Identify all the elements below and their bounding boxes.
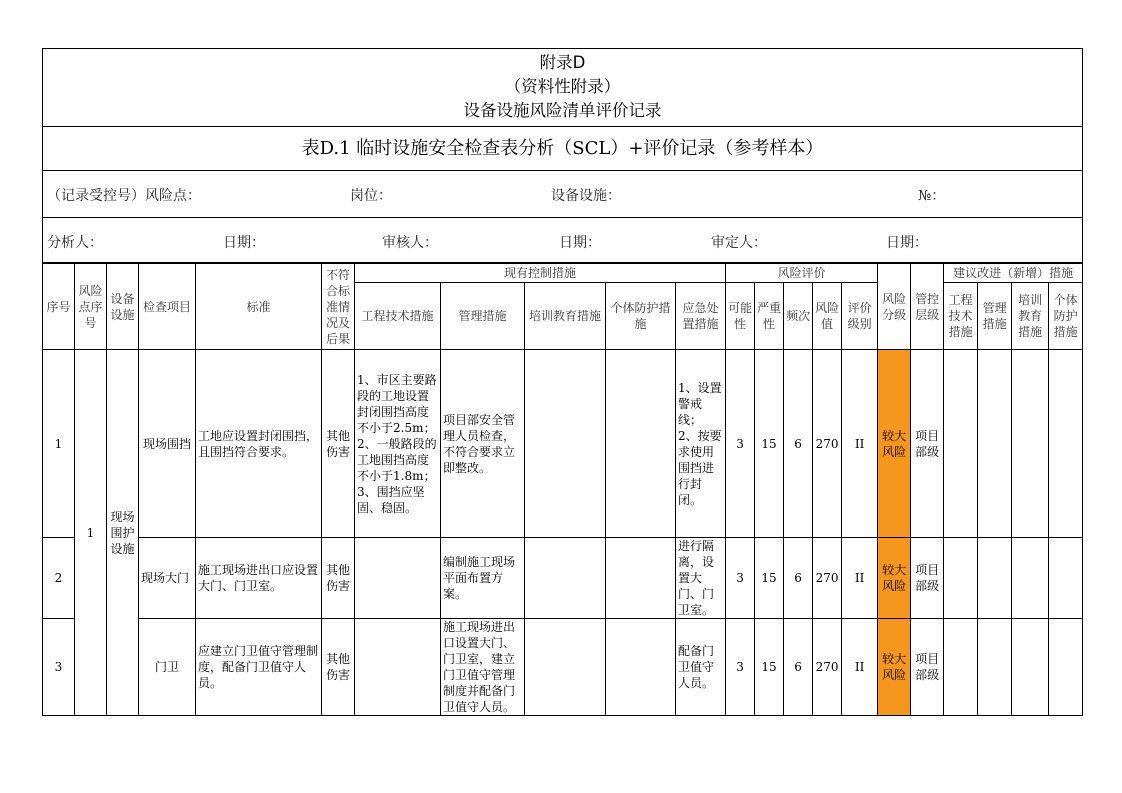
likelihood-cell: 3 xyxy=(726,350,755,538)
header-emergency: 应急处置措施 xyxy=(676,283,726,350)
management-cell: 项目部安全管理人员检查，不符合要求立即整改。 xyxy=(441,350,525,538)
approver-label: 审定人： xyxy=(711,235,767,251)
nonconform-cell: 其他伤害 xyxy=(322,538,355,619)
header-likelihood: 可能性 xyxy=(726,283,755,350)
severity-cell: 15 xyxy=(755,538,784,619)
record-sheet xyxy=(42,48,1083,716)
title-block xyxy=(43,49,1082,127)
header-engineering: 工程技术措施 xyxy=(355,283,441,350)
frequency-cell: 6 xyxy=(784,350,813,538)
header-row-1 xyxy=(43,264,1083,283)
control-level-cell: 项目部级 xyxy=(911,538,944,619)
emergency-cell: 配备门卫值守人员。 xyxy=(676,619,726,716)
risk-value-cell: 270 xyxy=(813,350,842,538)
s-ppe-cell xyxy=(1049,350,1083,538)
header-suggest: 建议改进（新增）措施 xyxy=(944,264,1083,283)
header-control-level: 管控层级 xyxy=(911,264,944,350)
header-risk-grade: 风险分级 xyxy=(878,264,911,350)
header-risk-eval: 风险评价 xyxy=(726,264,878,283)
check-item-cell: 门卫 xyxy=(139,619,196,716)
approver-date-label: 日期： xyxy=(886,235,928,251)
header-equipment: 设备设施 xyxy=(107,264,139,350)
likelihood-cell: 3 xyxy=(726,619,755,716)
management-cell: 编制施工现场平面布置方案。 xyxy=(441,538,525,619)
management-cell: 施工现场进出口设置大门、门卫室，建立门卫值守管理制度并配备门卫值守人员。 xyxy=(441,619,525,716)
ppe-cell xyxy=(606,538,676,619)
appendix-title: 附录D xyxy=(539,53,586,72)
equipment-label: 设备设施： xyxy=(551,188,621,204)
header-existing-controls: 现有控制措施 xyxy=(355,264,726,283)
s-ppe-cell xyxy=(1049,538,1083,619)
control-level-cell: 项目部级 xyxy=(911,350,944,538)
analyst-date-label: 日期： xyxy=(223,235,265,251)
nonconform-cell: 其他伤害 xyxy=(322,350,355,538)
header-seq: 序号 xyxy=(43,264,75,350)
risk-grade-cell: 较大风险 xyxy=(878,538,911,619)
s-management-cell xyxy=(978,350,1012,538)
header-s-management: 管理措施 xyxy=(978,283,1012,350)
sheet-header xyxy=(42,48,1083,263)
header-ppe: 个体防护措施 xyxy=(606,283,676,350)
position-label: 岗位： xyxy=(350,188,392,204)
risk-table xyxy=(42,263,1083,716)
s-management-cell xyxy=(978,619,1012,716)
frequency-cell: 6 xyxy=(784,538,813,619)
risk-value-cell: 270 xyxy=(813,538,842,619)
table-row xyxy=(43,619,1083,716)
s-training-cell xyxy=(1012,619,1049,716)
training-cell xyxy=(525,350,606,538)
severity-cell: 15 xyxy=(755,350,784,538)
header-eval-level: 评价级别 xyxy=(842,283,878,350)
standard-cell: 施工现场进出口应设置大门、门卫室。 xyxy=(196,538,322,619)
nonconform-cell: 其他伤害 xyxy=(322,619,355,716)
table-row xyxy=(43,350,1083,538)
header-s-ppe: 个体防护措施 xyxy=(1049,283,1083,350)
row-seq: 1 xyxy=(43,350,75,538)
equipment-cell: 现场围护设施 xyxy=(107,350,139,716)
standard-cell: 工地应设置封闭围挡，且围挡符合要求。 xyxy=(196,350,322,538)
analyst-label: 分析人： xyxy=(47,235,103,251)
check-item-cell: 现场围挡 xyxy=(139,350,196,538)
engineering-cell xyxy=(355,619,441,716)
training-cell xyxy=(525,619,606,716)
risk-grade-cell: 较大风险 xyxy=(878,350,911,538)
eval-level-cell: II xyxy=(842,538,878,619)
header-risk-value: 风险值 xyxy=(813,283,842,350)
header-nonconform: 不符合标准情况及后果 xyxy=(322,264,355,350)
header-check-item: 检查项目 xyxy=(139,264,196,350)
eval-level-cell: II xyxy=(842,619,878,716)
s-ppe-cell xyxy=(1049,619,1083,716)
ppe-cell xyxy=(606,350,676,538)
risk-value-cell: 270 xyxy=(813,619,842,716)
emergency-cell: 1、设置警戒线； 2、按要求使用围挡进行封闭。 xyxy=(676,350,726,538)
engineering-cell xyxy=(355,538,441,619)
header-risk-point-seq: 风险点序号 xyxy=(75,264,107,350)
table-row xyxy=(43,538,1083,619)
risk-point-label: （记录受控号）风险点： xyxy=(47,188,201,204)
eval-level-cell: II xyxy=(842,350,878,538)
frequency-cell: 6 xyxy=(784,619,813,716)
severity-cell: 15 xyxy=(755,619,784,716)
likelihood-cell: 3 xyxy=(726,538,755,619)
row-seq: 2 xyxy=(43,538,75,619)
risk-grade-cell: 较大风险 xyxy=(878,619,911,716)
record-title: 设备设施风险清单评价记录 xyxy=(463,101,662,120)
training-cell xyxy=(525,538,606,619)
emergency-cell: 进行隔离，设置大门、门卫室。 xyxy=(676,538,726,619)
number-label: №： xyxy=(918,188,946,204)
s-engineering-cell xyxy=(944,538,978,619)
s-engineering-cell xyxy=(944,350,978,538)
header-frequency: 频次 xyxy=(784,283,813,350)
s-engineering-cell xyxy=(944,619,978,716)
info-row-signatures xyxy=(43,218,1082,263)
s-training-cell xyxy=(1012,538,1049,619)
header-training: 培训教育措施 xyxy=(525,283,606,350)
reviewer-label: 审核人： xyxy=(382,235,438,251)
info-row-risk-point xyxy=(43,171,1082,218)
header-s-engineering: 工程技术措施 xyxy=(944,283,978,350)
reviewer-date-label: 日期： xyxy=(559,235,601,251)
row-seq: 3 xyxy=(43,619,75,716)
header-standard: 标准 xyxy=(196,264,322,350)
header-severity: 严重性 xyxy=(755,283,784,350)
s-management-cell xyxy=(978,538,1012,619)
table-subtitle: 表D.1 临时设施安全检查表分析（SCL）+评价记录（参考样本） xyxy=(43,127,1082,171)
control-level-cell: 项目部级 xyxy=(911,619,944,716)
standard-cell: 应建立门卫值守管理制度，配备门卫值守人员。 xyxy=(196,619,322,716)
header-s-training: 培训教育措施 xyxy=(1012,283,1049,350)
s-training-cell xyxy=(1012,350,1049,538)
risk-point-seq-cell: 1 xyxy=(75,350,107,716)
engineering-cell: 1、市区主要路段的工地设置封闭围挡高度不小于2.5m； 2、一般路段的工地围挡高度不小于1.8m； 3、围挡应坚固、稳固。 xyxy=(355,350,441,538)
ppe-cell xyxy=(606,619,676,716)
check-item-cell: 现场大门 xyxy=(139,538,196,619)
appendix-note: （资料性附录） xyxy=(504,77,621,96)
header-management: 管理措施 xyxy=(441,283,525,350)
